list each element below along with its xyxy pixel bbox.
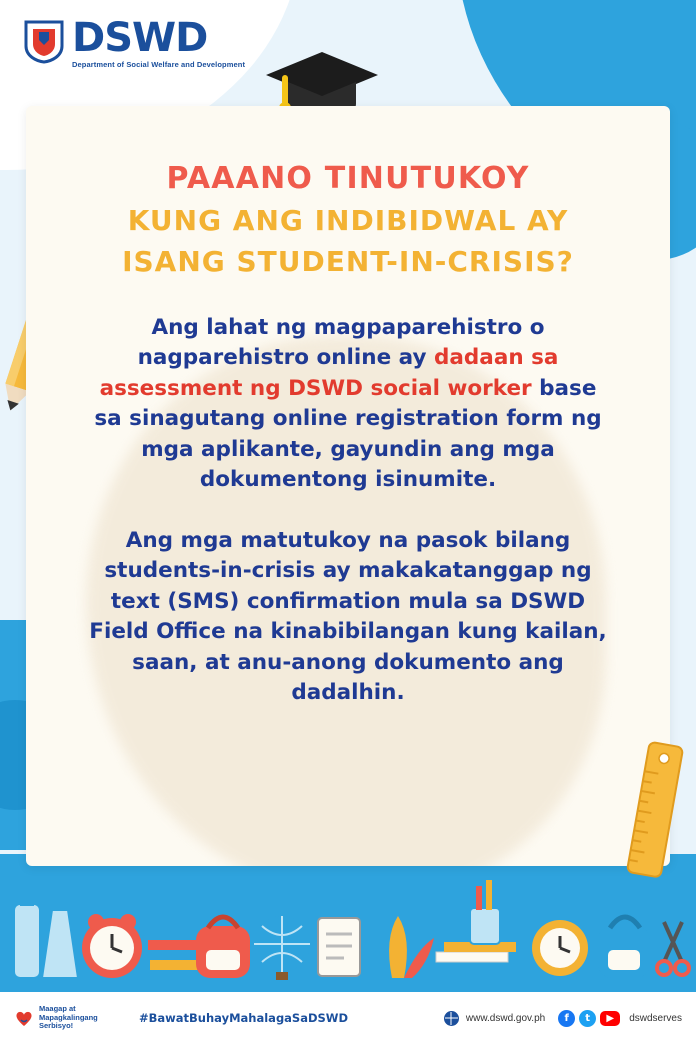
page-title-line1: PAAANO TINUTUKOY — [166, 161, 530, 196]
footer-bar — [0, 992, 696, 1044]
dswd-shield-icon — [22, 18, 66, 64]
logo-acronym: DSWD — [72, 15, 208, 61]
footer-hashtag: #BawatBuhayMahalagaSaDSWD — [139, 1011, 349, 1025]
footer-brand — [14, 1005, 105, 1031]
social-icons — [558, 1010, 620, 1027]
paragraph-one-part1: Ang lahat ng magpaparehistro o nagparehistro online ay — [137, 314, 545, 371]
paragraph-one-part2: base sa sinagutang online registration form ng mga aplikante, gayundin ang mga dokumentong isinumite. — [94, 375, 602, 493]
dswd-logo — [22, 15, 246, 69]
paragraph-one-highlight: dadaan sa assessment ng DSWD social worker — [99, 345, 559, 401]
logo-subtitle: Department of Social Welfare and Development — [72, 60, 246, 69]
footer-handle: dswdserves — [629, 1012, 682, 1024]
card-inner — [26, 106, 670, 709]
content-card — [26, 106, 670, 866]
paragraph-two: Ang mga matutukoy na pasok bilang students-in-crisis ay makakatanggap ng text (SMS) confirmation mula sa DSWD Field Office na kinabibilangan kung kailan, saan, at anu-anong dokumento ang dadalhin. — [89, 527, 607, 706]
footer-slogan: Maagap at Mapagkalingang Serbisyo! — [39, 1004, 98, 1031]
paragraph-one — [70, 313, 626, 496]
school-supplies-icon — [0, 852, 696, 992]
page-title-line3: ISANG STUDENT-IN-CRISIS? — [122, 244, 574, 278]
footer-website[interactable]: www.dswd.gov.ph — [465, 1012, 546, 1024]
heart-hand-icon — [14, 1008, 34, 1028]
youtube-icon[interactable]: ▶ — [600, 1011, 620, 1026]
footer-links — [444, 1010, 682, 1027]
facebook-icon[interactable]: f — [558, 1010, 575, 1027]
globe-icon — [444, 1011, 459, 1026]
page-title-line2: KUNG ANG INDIBIDWAL AY — [127, 203, 569, 237]
twitter-icon[interactable]: t — [579, 1010, 596, 1027]
dswd-logo-text — [72, 15, 246, 69]
